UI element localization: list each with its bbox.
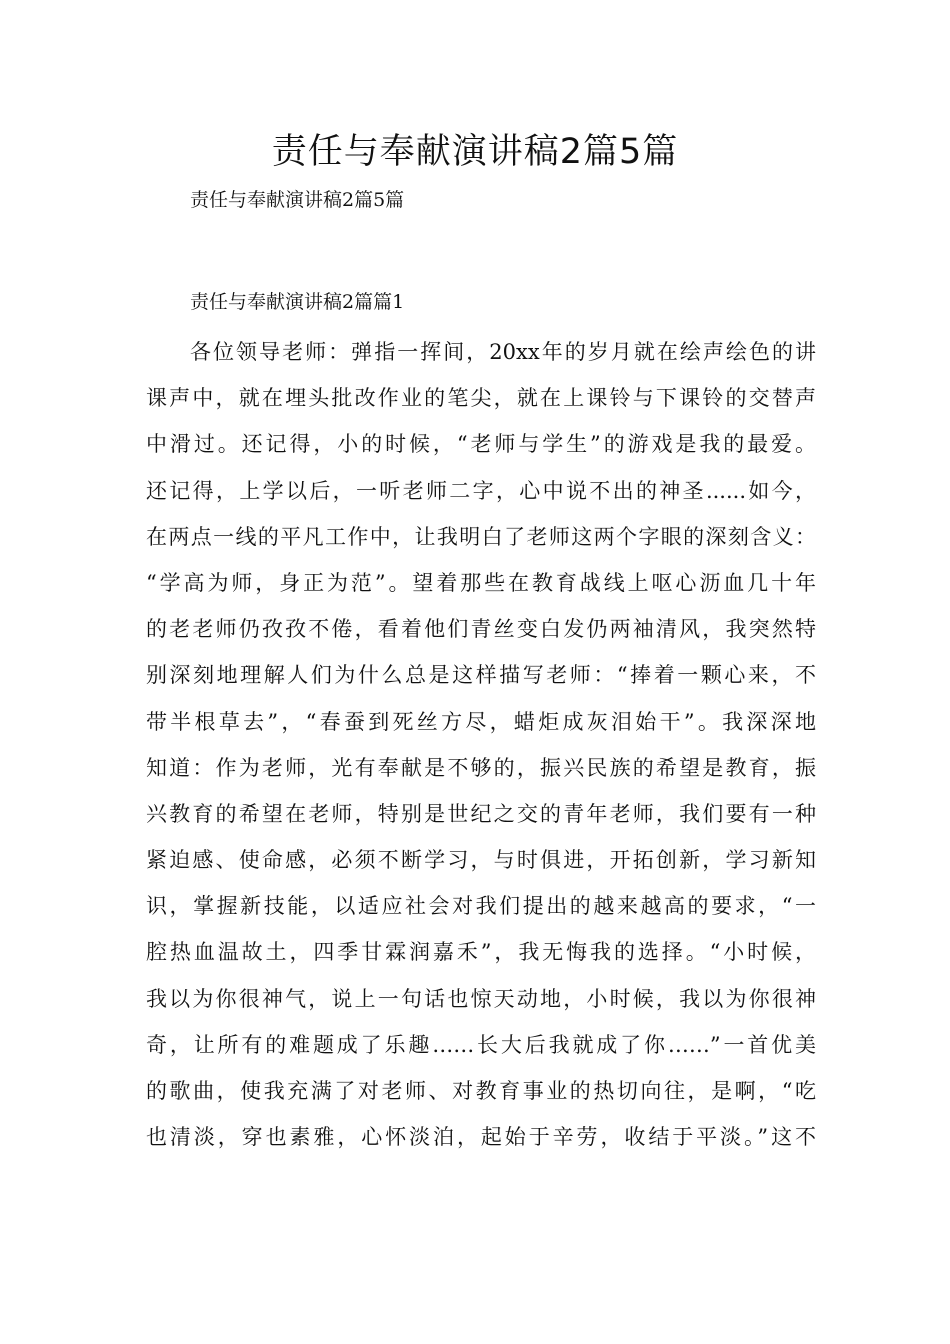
body-line: 还记得，上学以后，一听老师二字，心中说不出的神圣......如今，	[146, 478, 816, 503]
body-line: 的老老师仍孜孜不倦，看着他们青丝变白发仍两袖清风，我突然特	[146, 617, 816, 642]
body-line: 我以为你很神气，说上一句话也惊天动地，小时候，我以为你很神	[146, 986, 816, 1011]
body-line: 的歌曲，使我充满了对老师、对教育事业的热切向往，是啊，“吃	[146, 1079, 816, 1103]
document-title: 责任与奉献演讲稿2篇5篇	[271, 132, 679, 172]
body-line: 别深刻地理解人们为什么总是这样描写老师：“捧着一颗心来，不	[146, 663, 816, 688]
section-heading: 责任与奉献演讲稿2篇篇1	[190, 291, 405, 313]
body-line: 兴教育的希望在老师，特别是世纪之交的青年老师，我们要有一种	[146, 801, 816, 826]
body-line: “学高为师，身正为范”。望着那些在教育战线上呕心沥血几十年	[146, 570, 816, 595]
body-line: 奇，让所有的难题成了乐趣……长大后我就成了你……”一首优美	[146, 1032, 816, 1057]
body-line: 带半根草去”，“春蚕到死丝方尽，蜡炬成灰泪始干”。我深深地	[146, 709, 816, 734]
body-line: 课声中，就在埋头批改作业的笔尖，就在上课铃与下课铃的交替声	[146, 386, 816, 411]
document-subtitle: 责任与奉献演讲稿2篇5篇	[190, 189, 405, 211]
body-line: 在两点一线的平凡工作中，让我明白了老师这两个字眼的深刻含义：	[146, 524, 816, 549]
body-line: 腔热血温故土，四季甘霖润嘉禾”，我无悔我的选择。“小时候，	[146, 940, 816, 965]
body-line: 也清淡，穿也素雅，心怀淡泊，起始于辛劳，收结于平淡。”这不	[146, 1125, 816, 1150]
body-paragraph	[146, 334, 816, 1165]
body-line: 各位领导老师：弹指一挥间，20xx年的岁月就在绘声绘色的讲	[190, 340, 816, 364]
body-line: 紧迫感、使命感，必须不断学习，与时俱进，开拓创新，学习新知	[146, 848, 816, 873]
body-line: 中滑过。还记得，小的时候，“老师与学生”的游戏是我的最爱。	[146, 432, 816, 457]
body-line: 识，掌握新技能，以适应社会对我们提出的越来越高的要求，“一	[146, 894, 816, 919]
body-line: 知道：作为老师，光有奉献是不够的，振兴民族的希望是教育，振	[146, 755, 816, 780]
